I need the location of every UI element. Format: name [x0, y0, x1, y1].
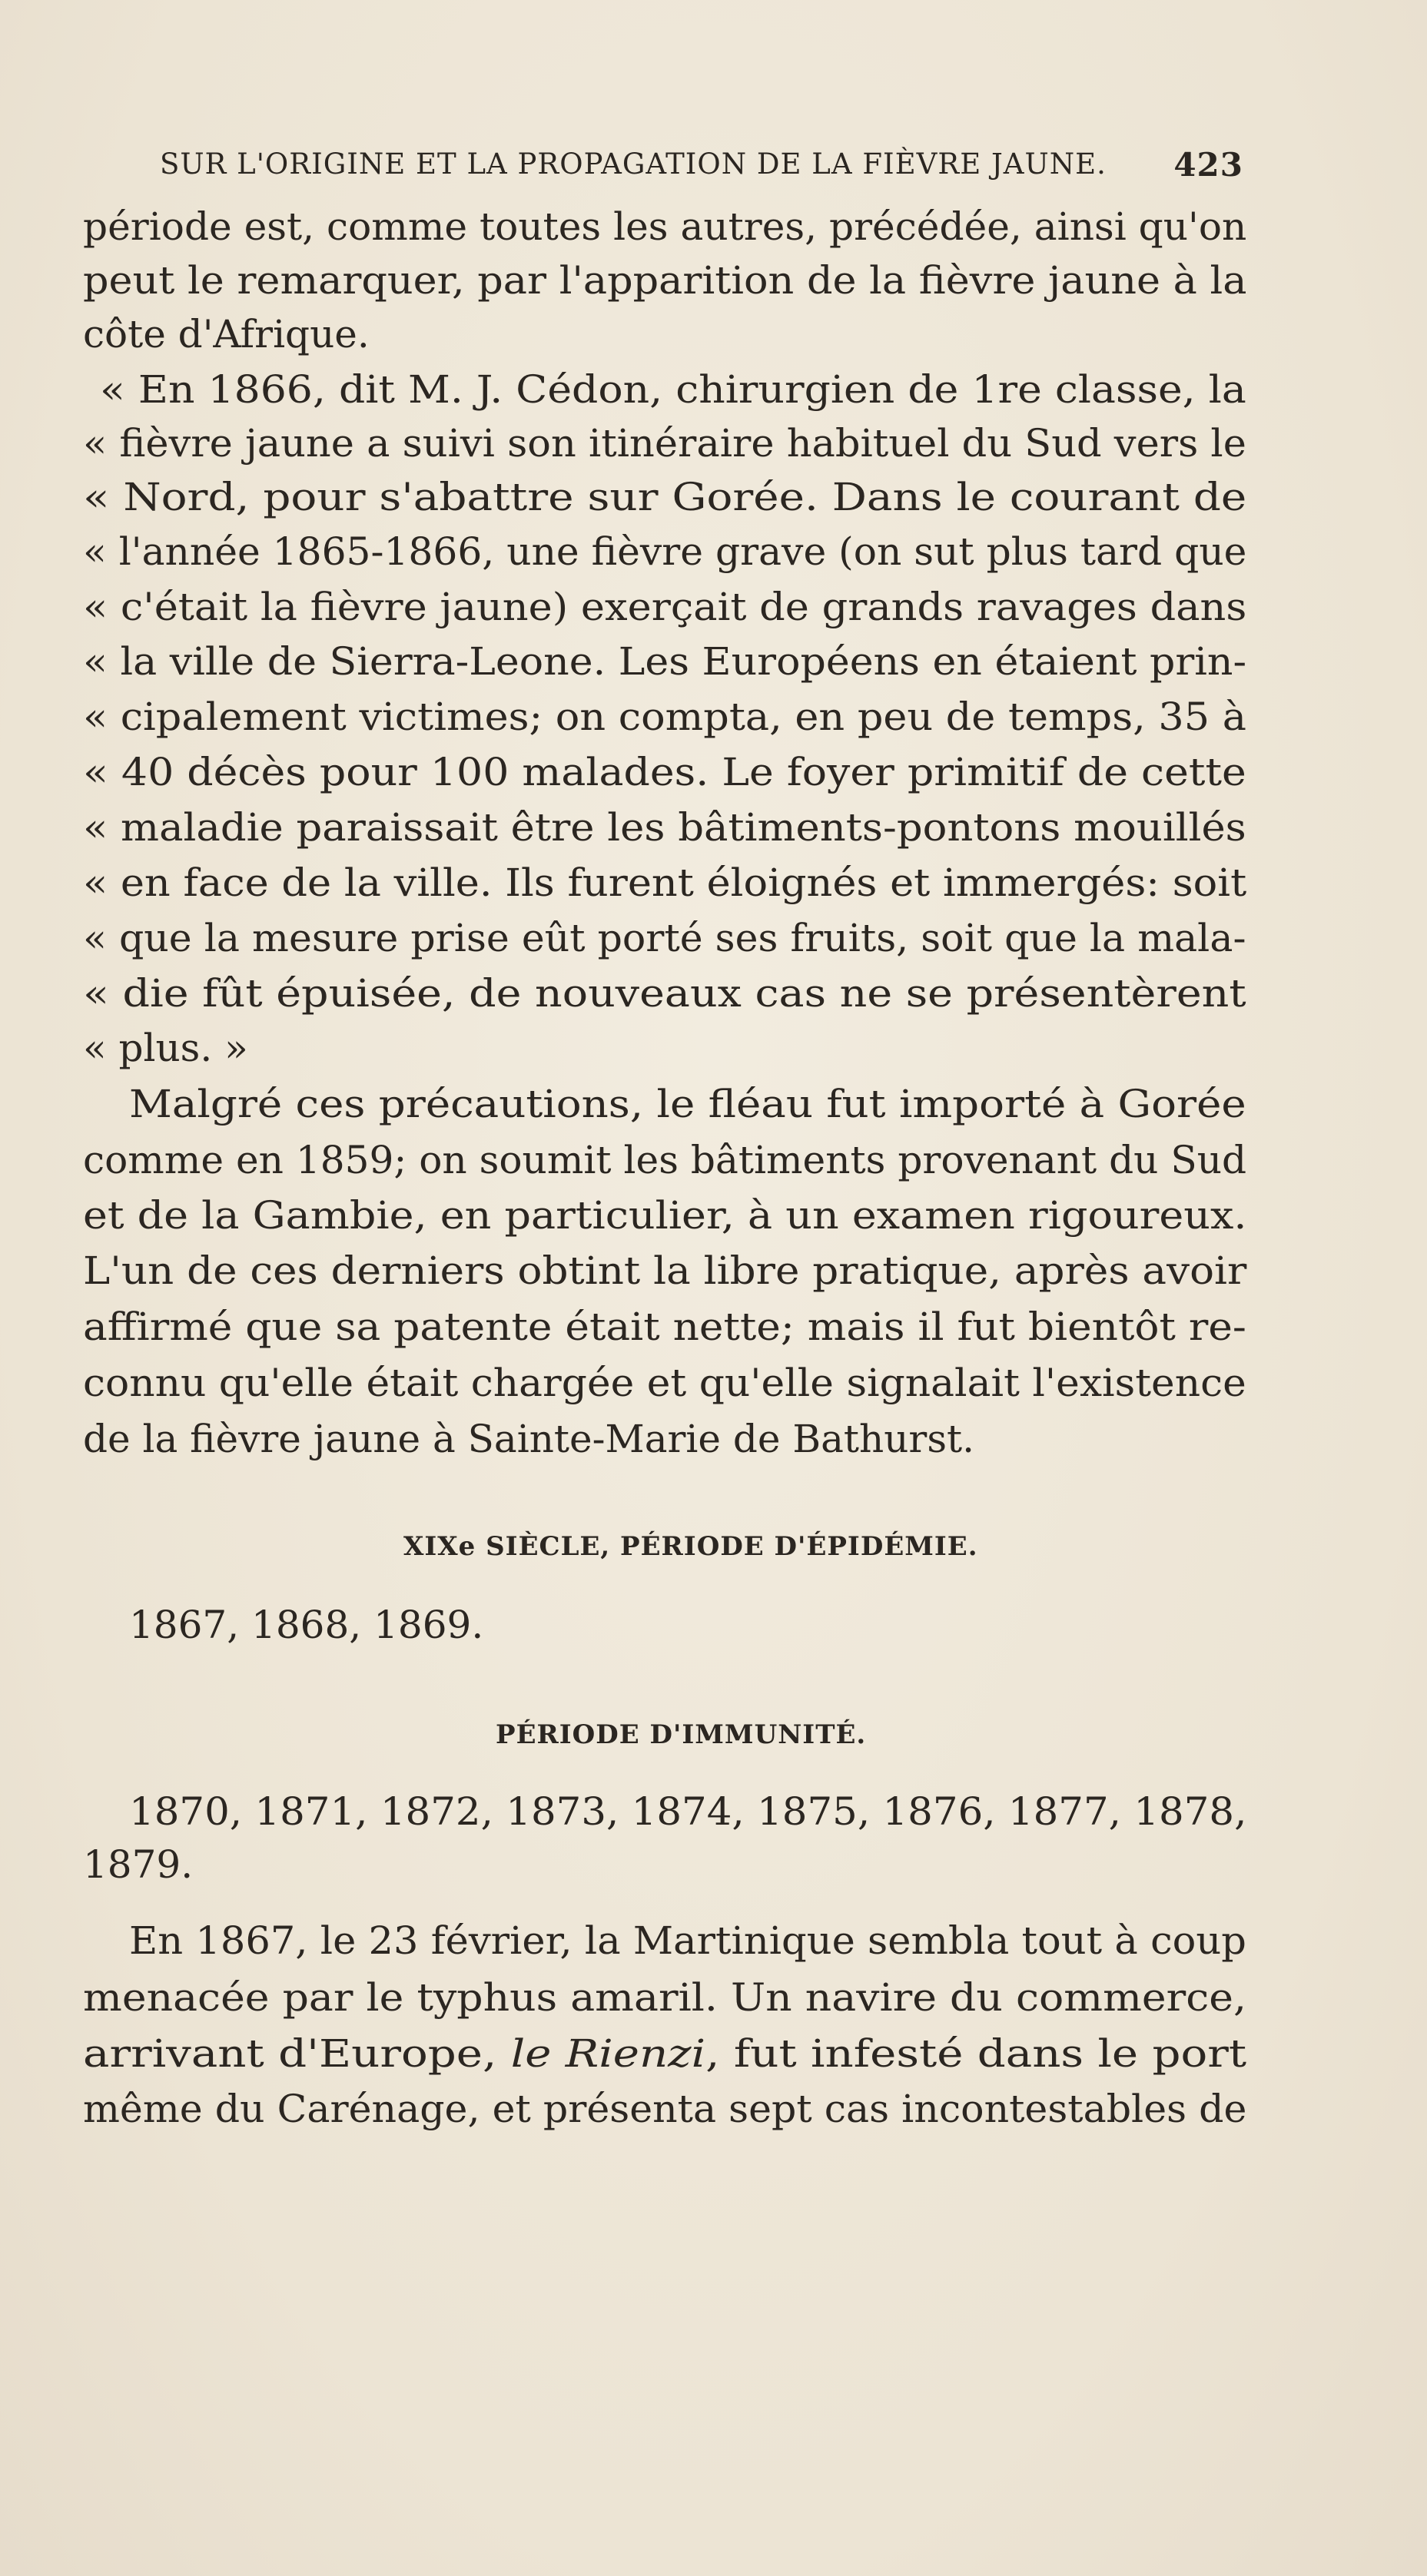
quote-line-11: « que la mesure prise eût porté ses fruits, soit que la mala-: [83, 916, 1246, 960]
para2-line-7: de la fièvre jaune à Sainte-Marie de Bathurst.: [83, 1417, 974, 1461]
page-header: [160, 148, 1243, 187]
epidemic-years: 1867, 1868, 1869.: [129, 1603, 484, 1647]
quote-line-2: « fièvre jaune a suivi son itinéraire habituel du Sud vers le: [83, 421, 1246, 466]
quote-line-13: « plus. »: [83, 1026, 248, 1070]
quote-line-7: « cipalement victimes; on compta, en peu de temps, 35 à: [83, 695, 1246, 739]
para3-line-2: menacée par le typhus amaril. Un navire du commerce,: [83, 1975, 1247, 2020]
quote-line-10: « en face de la ville. Ils furent éloignés et immergés: soit: [83, 860, 1247, 905]
quote-line-5: « c'était la fièvre jaune) exerçait de grands ravages dans: [83, 585, 1247, 629]
para3-line-4: même du Carénage, et présenta sept cas incontestables de: [83, 2087, 1247, 2131]
immunity-years-line-2: 1879.: [83, 1842, 194, 1887]
para1-line-2: peut le remarquer, par l'apparition de la fièvre jaune à la: [83, 258, 1247, 303]
quote-line-3: « Nord, pour s'abattre sur Gorée. Dans le courant de: [83, 475, 1247, 519]
immunity-section-title: PÉRIODE D'IMMUNITÉ.: [496, 1719, 867, 1750]
para1-line-1: période est, comme toutes les autres, précédée, ainsi qu'on: [83, 204, 1247, 249]
quote-line-8: « 40 décès pour 100 malades. Le foyer primitif de cette: [83, 750, 1246, 794]
page-number: 423: [1173, 146, 1243, 184]
para2-line-3: et de la Gambie, en particulier, à un examen rigoureux.: [83, 1193, 1247, 1238]
running-title: SUR L'ORIGINE ET LA PROPAGATION DE LA FIÈVRE JAUNE.: [160, 148, 1107, 181]
para2-line-6: connu qu'elle était chargée et qu'elle signalait l'existence: [83, 1361, 1246, 1405]
para2-line-1: Malgré ces précautions, le fléau fut importé à Gorée: [129, 1082, 1246, 1126]
para3-line-3-end: , fut infesté dans le port: [705, 2031, 1247, 2076]
para2-line-2: comme en 1859; on soumit les bâtiments provenant du Sud: [83, 1138, 1247, 1182]
immunity-years-line-1: 1870, 1871, 1872, 1873, 1874, 1875, 1876, 1877, 1878,: [129, 1789, 1247, 1834]
quote-line-9: « maladie paraissait être les bâtiments-pontons mouillés: [83, 805, 1246, 850]
quote-line-12: « die fût épuisée, de nouveaux cas ne se présentèrent: [83, 971, 1246, 1016]
quote-line-1: « En 1866, dit M. J. Cédon, chirurgien de 1re classe, la: [100, 367, 1246, 412]
quote-line-6: « la ville de Sierra-Leone. Les Européens en étaient prin-: [83, 639, 1247, 684]
para3-line-3-start: arrivant d'Europe,: [83, 2031, 511, 2076]
para2-line-4: L'un de ces derniers obtint la libre pratique, après avoir: [83, 1248, 1247, 1293]
ship-name: le Rienzi: [510, 2031, 706, 2076]
quote-line-4: « l'année 1865-1866, une fièvre grave (on sut plus tard que: [83, 529, 1247, 574]
para2-line-5: affirmé que sa patente était nette; mais il fut bientôt re-: [83, 1305, 1246, 1349]
para3-line-3: [83, 2031, 1246, 2077]
epidemic-section-title: XIXe SIÈCLE, PÉRIODE D'ÉPIDÉMIE.: [403, 1531, 978, 1562]
para1-line-3: côte d'Afrique.: [83, 312, 370, 356]
para3-line-1: En 1867, le 23 février, la Martinique sembla tout à coup: [129, 1918, 1246, 1963]
